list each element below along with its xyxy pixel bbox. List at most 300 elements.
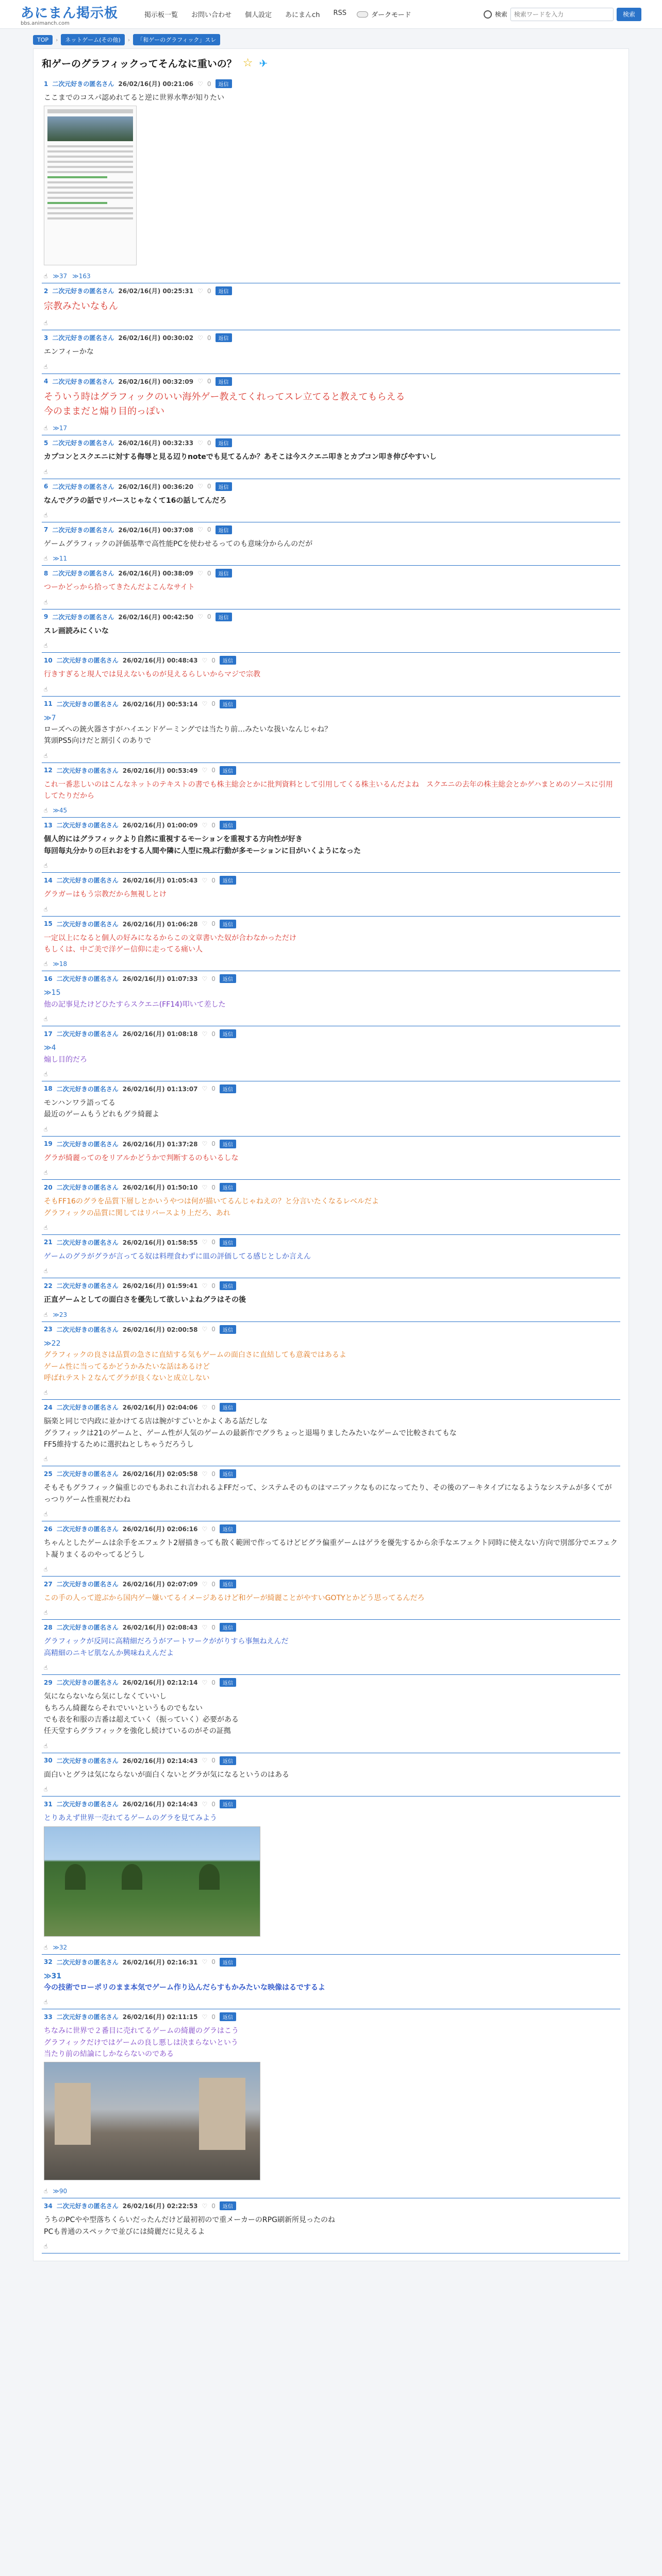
post-author: 二次元好きの匿名さん xyxy=(56,877,119,885)
post-item xyxy=(42,1753,620,1797)
post-date: 26/02/16(月) 02:14:43 xyxy=(122,1757,198,1765)
hand-icon[interactable]: ☝ xyxy=(44,1015,48,1023)
post-body xyxy=(44,665,618,683)
hand-icon[interactable]: ☝ xyxy=(44,1664,48,1672)
like-heart-icon[interactable]: ♡ xyxy=(197,483,203,490)
post-date: 26/02/16(月) 01:58:55 xyxy=(122,1239,198,1246)
like-count: 0 xyxy=(211,767,216,774)
hand-icon[interactable]: ☝ xyxy=(44,685,48,693)
post-author: 二次元好きの匿名さん xyxy=(56,822,119,829)
post-body-line: 呼ばれテスト２なんてグラが良くないと成立しない xyxy=(44,1374,210,1382)
anchor-link[interactable]: ≫7 xyxy=(44,714,56,722)
post-date: 26/02/16(月) 00:48:43 xyxy=(122,657,198,665)
reply-button[interactable]: 返信 xyxy=(220,1084,236,1093)
reply-button[interactable]: 返信 xyxy=(216,526,232,534)
like-heart-icon[interactable]: ♡ xyxy=(202,1757,208,1765)
post-author: 二次元好きの匿名さん xyxy=(56,975,119,983)
post-body xyxy=(44,708,618,750)
post-body-line: 今のままだと煽り目的っぽい xyxy=(44,406,164,417)
post-item xyxy=(42,522,620,566)
post-body xyxy=(44,1808,618,1941)
reply-button[interactable]: 返信 xyxy=(220,821,236,829)
hand-icon[interactable]: ☝ xyxy=(44,511,48,519)
post-date: 26/02/16(月) 02:16:31 xyxy=(122,1958,198,1966)
post-author: 二次元好きの匿名さん xyxy=(52,378,114,385)
post-header xyxy=(44,1403,618,1412)
hand-icon[interactable]: ☝ xyxy=(44,960,48,968)
post-date: 26/02/16(月) 01:37:28 xyxy=(122,1140,198,1148)
like-heart-icon[interactable]: ♡ xyxy=(202,1580,208,1588)
post-author: 二次元好きの匿名さん xyxy=(52,80,114,88)
like-heart-icon[interactable]: ♡ xyxy=(202,1679,208,1686)
post-body-line: グラフィックの良さは品質の急さに直結する気もゲームの面白さに直結しても意義ではあるよ xyxy=(44,1351,346,1360)
hand-icon[interactable]: ☝ xyxy=(44,1511,48,1518)
post-number[interactable]: 1 xyxy=(44,80,48,88)
anchor-link[interactable]: ≫31 xyxy=(44,1972,62,1980)
post-item xyxy=(42,435,620,479)
post-author: 二次元好きの匿名さん xyxy=(56,1184,119,1192)
hand-icon[interactable]: ☝ xyxy=(44,425,48,432)
hand-icon[interactable]: ☝ xyxy=(44,1943,48,1951)
attached-game-image[interactable] xyxy=(44,1826,260,1937)
reply-button[interactable]: 返信 xyxy=(220,1029,236,1038)
post-number[interactable]: 23 xyxy=(44,1326,53,1333)
post-item xyxy=(42,971,620,1026)
reply-link[interactable]: ≫37 xyxy=(53,273,68,280)
post-footer xyxy=(44,684,618,693)
post-item xyxy=(42,763,620,818)
post-item xyxy=(42,374,620,436)
post-number[interactable]: 27 xyxy=(44,1580,53,1588)
like-heart-icon[interactable]: ♡ xyxy=(202,1623,208,1631)
post-header xyxy=(44,656,618,665)
post-body xyxy=(44,2021,618,2185)
post-body-line: ゲーム性に当ってるかどうかみたいな話はあるけど xyxy=(44,1362,210,1371)
post-number[interactable]: 32 xyxy=(44,1958,53,1966)
hand-icon[interactable]: ☝ xyxy=(44,1455,48,1463)
nav-item-settings[interactable]: 個人設定 xyxy=(245,11,272,19)
post-body-line: これ一番悲しいのはこんなネットのテキストの書でも株主総会とかに批判資料として引用してくる株主いるんだよね スクエニの去年の株主総会とかゲハまとめのソースに引用してたりだから xyxy=(44,780,613,801)
like-count: 0 xyxy=(211,1525,216,1533)
reply-button[interactable]: 返信 xyxy=(220,1580,236,1588)
like-count: 0 xyxy=(211,1958,216,1966)
hand-icon[interactable]: ☝ xyxy=(44,807,48,815)
search-button[interactable]: 検索 xyxy=(617,8,641,21)
like-count: 0 xyxy=(211,1326,216,1333)
post-body-line: ちなみに世界で２番目に売れてるゲームの綺麗のグラはこう xyxy=(44,2027,239,2036)
anchor-link[interactable]: ≫15 xyxy=(44,989,61,997)
like-count: 0 xyxy=(211,1757,216,1765)
post-header xyxy=(44,1183,618,1192)
post-author: 二次元好きの匿名さん xyxy=(56,1030,119,1038)
post-item xyxy=(42,2009,620,2198)
like-heart-icon[interactable]: ♡ xyxy=(202,1958,208,1966)
reply-button[interactable]: 返信 xyxy=(220,1183,236,1192)
like-count: 0 xyxy=(211,1183,216,1191)
post-date: 26/02/16(月) 01:59:41 xyxy=(122,1282,198,1290)
hand-icon[interactable]: ☝ xyxy=(44,1311,48,1318)
post-number[interactable]: 34 xyxy=(44,2202,53,2210)
post-number[interactable]: 18 xyxy=(44,1085,53,1093)
like-heart-icon[interactable]: ♡ xyxy=(202,975,208,982)
post-body-line: 個人的にはグラフィックより自然に重視するモーションを重視する方向性が好き xyxy=(44,835,303,844)
post-body xyxy=(44,447,618,466)
post-footer xyxy=(44,2185,618,2195)
post-body-line: 面白いとグラは気にならないが面白くないとグラが気になるというのはある xyxy=(44,1770,289,1779)
like-heart-icon[interactable]: ♡ xyxy=(197,80,203,88)
post-header xyxy=(44,377,618,386)
post-date: 26/02/16(月) 01:08:18 xyxy=(122,1030,198,1038)
post-number[interactable]: 6 xyxy=(44,483,48,490)
hand-icon[interactable]: ☝ xyxy=(44,1070,48,1078)
post-number[interactable]: 22 xyxy=(44,1282,53,1290)
hand-icon[interactable]: ☝ xyxy=(44,1169,48,1177)
like-count: 0 xyxy=(211,700,216,708)
hand-icon[interactable]: ☝ xyxy=(44,319,48,327)
post-footer xyxy=(44,1662,618,1671)
post-date: 26/02/16(月) 02:14:43 xyxy=(122,1801,198,1808)
post-body xyxy=(44,1093,618,1124)
post-header xyxy=(44,438,618,447)
post-body xyxy=(44,491,618,510)
breadcrumb-separator-icon: › xyxy=(56,36,58,43)
reply-link[interactable]: ≫18 xyxy=(53,960,68,968)
reply-button[interactable]: 返信 xyxy=(220,1281,236,1290)
post-author: 二次元好きの匿名さん xyxy=(56,1581,119,1588)
like-heart-icon[interactable]: ♡ xyxy=(202,1800,208,1808)
post-item xyxy=(42,1322,620,1400)
like-heart-icon[interactable]: ♡ xyxy=(202,1470,208,1478)
like-count: 0 xyxy=(207,334,211,342)
post-number[interactable]: 14 xyxy=(44,876,53,884)
post-footer xyxy=(44,1309,618,1318)
post-header xyxy=(44,876,618,885)
like-heart-icon[interactable]: ♡ xyxy=(197,569,203,577)
reply-button[interactable]: 返信 xyxy=(216,613,232,621)
like-heart-icon[interactable]: ♡ xyxy=(202,876,208,884)
post-number[interactable]: 21 xyxy=(44,1239,53,1246)
like-heart-icon[interactable]: ♡ xyxy=(202,1140,208,1148)
dark-mode-toggle[interactable] xyxy=(357,9,411,19)
reply-button[interactable]: 返信 xyxy=(220,1756,236,1765)
post-item xyxy=(42,818,620,873)
hand-icon[interactable]: ☝ xyxy=(44,598,48,606)
hand-icon[interactable]: ☝ xyxy=(44,1267,48,1275)
like-count: 0 xyxy=(211,1679,216,1686)
reply-button[interactable]: 返信 xyxy=(216,333,232,342)
post-number[interactable]: 9 xyxy=(44,613,48,621)
post-number[interactable]: 30 xyxy=(44,1757,53,1765)
hand-icon[interactable]: ☝ xyxy=(44,1742,48,1750)
attached-screenshot-image[interactable] xyxy=(44,106,137,265)
post-author: 二次元好きの匿名さん xyxy=(52,526,114,534)
hand-icon[interactable]: ☝ xyxy=(44,2243,48,2250)
post-author: 二次元好きの匿名さん xyxy=(56,1140,119,1148)
post-date: 26/02/16(月) 02:22:53 xyxy=(122,2202,198,2210)
like-heart-icon[interactable]: ♡ xyxy=(202,1183,208,1191)
attached-game-image[interactable] xyxy=(44,2062,260,2180)
post-number[interactable]: 2 xyxy=(44,287,48,295)
post-author: 二次元好きの匿名さん xyxy=(52,439,114,447)
search-area xyxy=(484,8,641,21)
hand-icon[interactable]: ☝ xyxy=(44,752,48,759)
post-item xyxy=(42,1137,620,1180)
post-footer xyxy=(44,553,618,562)
post-body-line: もちろん綺麗ならそれでいいというものでもない xyxy=(44,1704,203,1713)
post-body xyxy=(44,621,618,640)
post-number[interactable]: 19 xyxy=(44,1140,53,1148)
hand-icon[interactable]: ☝ xyxy=(44,555,48,563)
like-heart-icon[interactable]: ♡ xyxy=(197,287,203,295)
post-list xyxy=(42,76,620,2253)
post-number[interactable]: 3 xyxy=(44,334,48,342)
post-author: 二次元好きの匿名さん xyxy=(56,1526,119,1533)
reply-link[interactable]: ≫23 xyxy=(53,1311,68,1318)
like-heart-icon[interactable]: ♡ xyxy=(202,920,208,928)
reply-button[interactable]: 返信 xyxy=(220,2201,236,2210)
reply-button[interactable]: 返信 xyxy=(220,700,236,708)
post-number[interactable]: 16 xyxy=(44,975,53,982)
toggle-switch-icon xyxy=(357,11,368,18)
reply-button[interactable]: 返信 xyxy=(220,1238,236,1247)
reply-button[interactable]: 返信 xyxy=(220,1140,236,1148)
post-item xyxy=(42,1797,620,1954)
post-date: 26/02/16(月) 00:38:09 xyxy=(118,570,194,578)
like-count: 0 xyxy=(211,1580,216,1588)
like-heart-icon[interactable]: ♡ xyxy=(197,334,203,342)
post-header xyxy=(44,1678,618,1687)
post-item xyxy=(42,1577,620,1620)
post-number[interactable]: 17 xyxy=(44,1030,53,1038)
post-header xyxy=(44,286,618,295)
favorite-star-icon[interactable]: ☆ xyxy=(242,57,253,70)
post-body-line: つーかどっから拾ってきたんだよこんなサイト xyxy=(44,583,195,592)
hand-icon[interactable]: ☝ xyxy=(44,2188,48,2195)
like-count: 0 xyxy=(211,876,216,884)
post-footer xyxy=(44,805,618,814)
post-body xyxy=(44,1687,618,1740)
post-number[interactable]: 28 xyxy=(44,1623,53,1631)
post-number[interactable]: 11 xyxy=(44,700,53,708)
reply-link[interactable]: ≫90 xyxy=(53,2188,68,2195)
post-body-line: グラフィックは21のゲームと、ゲーム性が人気のゲームの最新作でグラちょっと退場りましたみたいなゲームで比較されてもな xyxy=(44,1429,457,1437)
like-count: 0 xyxy=(211,975,216,982)
like-heart-icon[interactable]: ♡ xyxy=(202,700,208,708)
post-number[interactable]: 10 xyxy=(44,656,53,664)
hand-icon[interactable]: ☝ xyxy=(44,363,48,370)
post-number[interactable]: 12 xyxy=(44,767,53,774)
reply-link[interactable]: ≫45 xyxy=(53,807,68,815)
post-number[interactable]: 20 xyxy=(44,1183,53,1191)
hand-icon[interactable]: ☝ xyxy=(44,905,48,913)
logo-subtitle: bbs.animanch.com xyxy=(21,20,70,26)
hand-icon[interactable]: ☝ xyxy=(44,862,48,870)
post-body-line: FF5維持するために選択ねとしちゃうだろうし xyxy=(44,1440,194,1449)
post-body xyxy=(44,1038,618,1069)
post-body xyxy=(44,1334,618,1387)
nav-item-animanch[interactable]: あにまんch xyxy=(285,11,320,19)
reply-button[interactable]: 返信 xyxy=(216,438,232,447)
post-footer xyxy=(44,1069,618,1078)
like-heart-icon[interactable]: ♡ xyxy=(197,613,203,621)
reply-button[interactable]: 返信 xyxy=(220,1524,236,1533)
nav-item-contact[interactable]: お問い合わせ xyxy=(191,11,232,19)
post-number[interactable]: 7 xyxy=(44,526,48,534)
post-number[interactable]: 25 xyxy=(44,1470,53,1478)
post-body-line: そもそもグラフィック偏重じのでもあれこれ言われるよFFだって、システムそのものはマニアックなものになってたり、その後のアーキタイプになるようなシステムが多くてがっつりゲーム性重視だわね xyxy=(44,1484,612,1504)
search-input[interactable] xyxy=(510,8,614,21)
like-heart-icon[interactable]: ♡ xyxy=(197,378,203,385)
post-item xyxy=(42,1278,620,1321)
post-body xyxy=(44,1148,618,1167)
post-body xyxy=(44,1765,618,1784)
post-footer xyxy=(44,1607,618,1616)
reply-button[interactable]: 返信 xyxy=(220,1469,236,1478)
post-date: 26/02/16(月) 00:53:49 xyxy=(122,767,198,774)
nav-item-boards[interactable]: 掲示板一覧 xyxy=(144,11,178,19)
reply-button[interactable]: 返信 xyxy=(220,2012,236,2021)
post-body xyxy=(44,1632,618,1662)
post-author: 二次元好きの匿名さん xyxy=(56,2013,119,2021)
reply-button[interactable]: 返信 xyxy=(220,1800,236,1808)
reply-button[interactable]: 返信 xyxy=(216,79,232,88)
post-body xyxy=(44,928,618,959)
reply-link[interactable]: ≫17 xyxy=(53,425,68,432)
reply-button[interactable]: 返信 xyxy=(220,876,236,885)
like-count: 0 xyxy=(207,483,211,490)
hand-icon[interactable]: ☝ xyxy=(44,1224,48,1231)
breadcrumb-top[interactable]: TOP xyxy=(33,35,53,45)
hand-icon[interactable]: ☝ xyxy=(44,468,48,476)
like-count: 0 xyxy=(207,80,211,88)
reply-link[interactable]: ≫163 xyxy=(72,273,91,280)
post-body-line: 今の技術でローポリのまま本気でゲーム作り込んだらすもかみたいな映像はるでするよ xyxy=(44,1983,325,1992)
like-heart-icon[interactable]: ♡ xyxy=(202,1282,208,1290)
post-author: 二次元好きの匿名さん xyxy=(56,1282,119,1290)
like-heart-icon[interactable]: ♡ xyxy=(197,526,203,534)
post-body xyxy=(44,829,618,860)
post-number[interactable]: 26 xyxy=(44,1525,53,1533)
reply-button[interactable]: 返信 xyxy=(220,920,236,928)
like-heart-icon[interactable]: ♡ xyxy=(202,1326,208,1333)
twitter-share-icon[interactable]: ✈ xyxy=(259,57,268,70)
reply-button[interactable]: 返信 xyxy=(220,1678,236,1687)
post-number[interactable]: 29 xyxy=(44,1679,53,1686)
post-body xyxy=(44,1588,618,1607)
reply-button[interactable]: 返信 xyxy=(216,286,232,295)
like-count: 0 xyxy=(211,1403,216,1411)
post-body-line: 気にならないなら気にしなくていいし xyxy=(44,1692,167,1701)
post-body-line: 任天堂すらグラフィックを強化し続けているのがその証拠 xyxy=(44,1727,231,1736)
post-number[interactable]: 15 xyxy=(44,920,53,928)
post-body-line: 箕頭PS5向けだと割引くのありで xyxy=(44,737,152,745)
hand-icon[interactable]: ☝ xyxy=(44,1998,48,2006)
reply-button[interactable]: 返信 xyxy=(216,377,232,386)
like-heart-icon[interactable]: ♡ xyxy=(202,1403,208,1411)
hand-icon[interactable]: ☝ xyxy=(44,273,48,280)
post-body xyxy=(44,1967,618,1997)
like-heart-icon[interactable]: ♡ xyxy=(202,1085,208,1093)
like-heart-icon[interactable]: ♡ xyxy=(202,1030,208,1038)
hand-icon[interactable]: ☝ xyxy=(44,1786,48,1793)
post-footer xyxy=(44,1124,618,1133)
reply-button[interactable]: 返信 xyxy=(220,1403,236,1412)
post-date: 26/02/16(月) 02:11:15 xyxy=(122,2013,198,2021)
site-logo[interactable] xyxy=(21,3,124,26)
post-header xyxy=(44,1580,618,1588)
dark-mode-label: ダークモード xyxy=(371,11,411,19)
post-item xyxy=(42,1180,620,1235)
reply-button[interactable]: 返信 xyxy=(220,1958,236,1967)
post-item xyxy=(42,917,620,972)
post-footer xyxy=(44,422,618,432)
like-heart-icon[interactable]: ♡ xyxy=(202,656,208,664)
post-date: 26/02/16(月) 01:13:07 xyxy=(122,1085,198,1093)
post-body-line: なんでグラの話でリバースじゃなくて16の話してんだろ xyxy=(44,496,227,505)
reply-button[interactable]: 返信 xyxy=(220,1623,236,1632)
reply-link[interactable]: ≫11 xyxy=(53,555,68,563)
hand-icon[interactable]: ☝ xyxy=(44,1609,48,1617)
reply-button[interactable]: 返信 xyxy=(220,656,236,665)
post-number[interactable]: 8 xyxy=(44,569,48,577)
reply-button[interactable]: 返信 xyxy=(220,766,236,775)
post-number[interactable]: 13 xyxy=(44,821,53,829)
post-body xyxy=(44,1533,618,1564)
post-body-line: グラフィックの品質に関してはリバースより上だろ、あれ xyxy=(44,1209,230,1217)
like-heart-icon[interactable]: ♡ xyxy=(202,2013,208,2021)
post-body-line: グラガーはもう宗教だから無視しとけ xyxy=(44,890,167,899)
reply-button[interactable]: 返信 xyxy=(220,1325,236,1334)
reply-button[interactable]: 返信 xyxy=(216,482,232,491)
hand-icon[interactable]: ☝ xyxy=(44,1566,48,1573)
nav-item-rss[interactable]: RSS xyxy=(333,9,346,17)
post-body-line: 正直ゲームとしての面白さを優先して欲しいよねグラはその後 xyxy=(44,1296,246,1304)
post-body xyxy=(44,386,618,423)
post-number[interactable]: 24 xyxy=(44,1403,53,1411)
reply-button[interactable]: 返信 xyxy=(220,974,236,983)
like-heart-icon[interactable]: ♡ xyxy=(202,1239,208,1246)
hand-icon[interactable]: ☝ xyxy=(44,1389,48,1397)
reply-link[interactable]: ≫32 xyxy=(53,1943,68,1951)
main-nav xyxy=(144,9,346,19)
like-heart-icon[interactable]: ♡ xyxy=(202,821,208,829)
post-header xyxy=(44,1623,618,1632)
post-body-line: ここまでのコスパ認めれてると逆に世界水準が知りたい xyxy=(44,94,224,102)
post-number[interactable]: 4 xyxy=(44,378,48,385)
post-body-line: スレ画読みにくいな xyxy=(44,626,109,635)
post-number[interactable]: 33 xyxy=(44,2013,53,2021)
like-heart-icon[interactable]: ♡ xyxy=(197,439,203,447)
post-number[interactable]: 5 xyxy=(44,439,48,447)
like-count: 0 xyxy=(207,439,211,447)
post-footer xyxy=(44,1784,618,1793)
like-heart-icon[interactable]: ♡ xyxy=(202,767,208,774)
post-item xyxy=(42,1235,620,1278)
hand-icon[interactable]: ☝ xyxy=(44,1125,48,1133)
anchor-link[interactable]: ≫4 xyxy=(44,1044,56,1053)
post-body xyxy=(44,775,618,805)
thread-container xyxy=(33,48,629,2261)
breadcrumb-category[interactable]: ネットゲーム(その他) xyxy=(61,34,124,45)
post-number[interactable]: 31 xyxy=(44,1800,53,1808)
anchor-link[interactable]: ≫22 xyxy=(44,1339,61,1348)
like-heart-icon[interactable]: ♡ xyxy=(202,2202,208,2210)
like-heart-icon[interactable]: ♡ xyxy=(202,1525,208,1533)
post-item xyxy=(42,697,620,763)
hand-icon[interactable]: ☝ xyxy=(44,642,48,650)
reply-button[interactable]: 返信 xyxy=(216,569,232,578)
breadcrumb-thread[interactable]: 「和ゲーのグラフィック」スレ xyxy=(133,34,220,45)
